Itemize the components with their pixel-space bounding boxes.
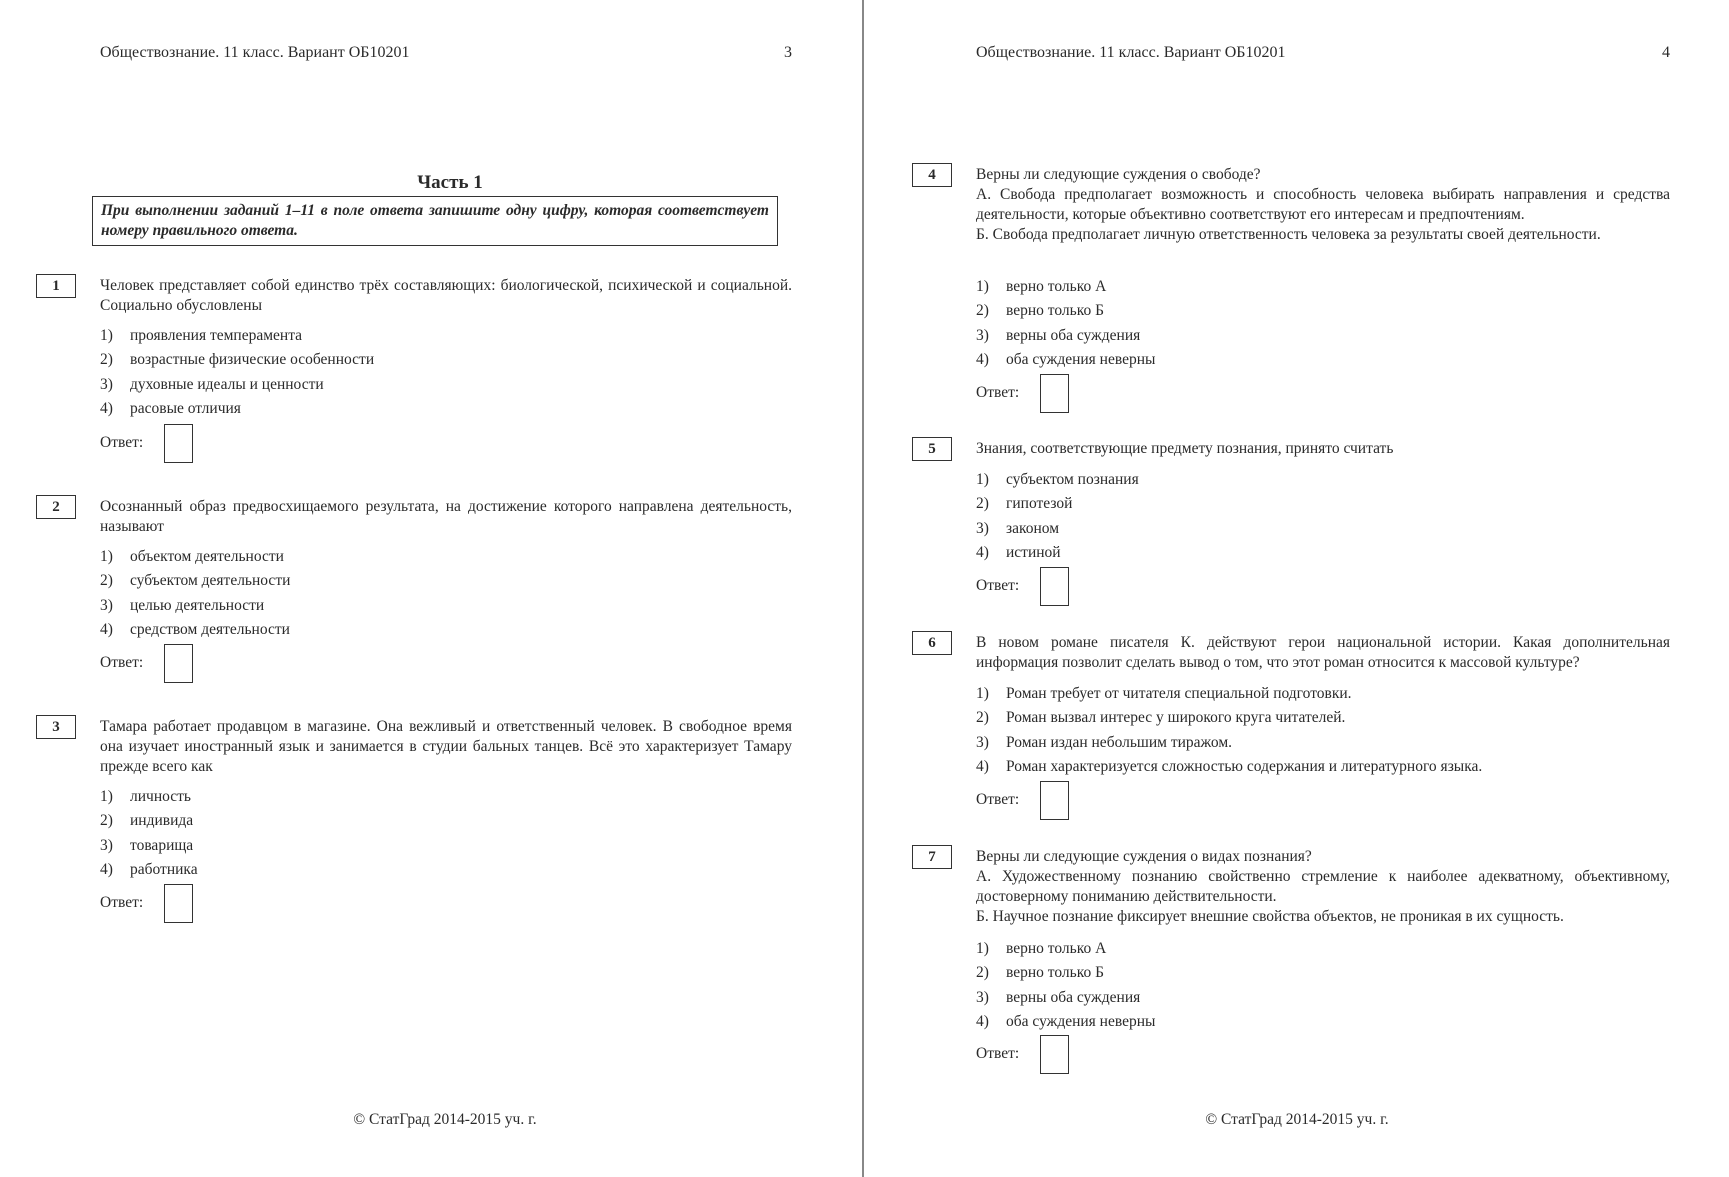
option: 3) целью деятельности (100, 596, 265, 614)
option: 4) оба суждения неверны (976, 350, 1156, 368)
option: 2) гипотезой (976, 495, 1073, 513)
answer-box[interactable] (164, 424, 193, 463)
option: 2) верно только Б (976, 964, 1104, 982)
page-header: Обществознание. 11 класс. Вариант ОБ10201 (976, 44, 1286, 61)
option: 3) законом (976, 519, 1060, 537)
option: 1) верно только А (976, 278, 1107, 295)
option: 4) расовые отличия (100, 399, 241, 417)
answer-box[interactable] (1040, 1035, 1069, 1074)
answer-label: Ответ: (976, 577, 1020, 594)
task-text: Тамара работает продавцом в магазине. Она вежливый и ответственный человек. В свободное время она изучает иностранный язык и занимается в студии бальных танцев. Всё это характеризует Тамару прежде всего как (100, 718, 792, 775)
task-line: А. Художественному познанию свойственно стремление к наиболее адекватному, объективному, достоверному пониманию действительности. (976, 868, 1670, 905)
option: 1) Роман требует от читателя специальной подготовки. (976, 685, 1352, 702)
option: 1) субъектом познания (976, 471, 1139, 488)
answer-box[interactable] (1040, 374, 1069, 413)
answer-label: Ответ: (100, 654, 144, 671)
options-list (976, 277, 1155, 374)
answer-label: Ответ: (100, 434, 144, 451)
task-number: 1 (36, 274, 76, 298)
answer-box[interactable] (1040, 567, 1069, 606)
option: 2) субъектом деятельности (100, 572, 291, 590)
page-number: 4 (1662, 44, 1670, 61)
answer-label: Ответ: (976, 791, 1020, 808)
option: 3) верны оба суждения (976, 988, 1141, 1006)
option: 2) Роман вызвал интерес у широкого круга читателей. (976, 709, 1346, 727)
answer-label: Ответ: (976, 384, 1020, 401)
task-line: Верны ли следующие суждения о свободе? (976, 166, 1261, 183)
options-list (976, 684, 1482, 781)
instruction-box: При выполнении заданий 1–11 в поле ответа запишите одну цифру, которая соответствует номеру правильного ответа. (92, 196, 778, 246)
option: 3) духовные идеалы и ценности (100, 375, 324, 393)
task-text (976, 439, 1670, 459)
option: 1) личность (100, 788, 191, 805)
option: 4) работника (100, 860, 198, 878)
option: 2) возрастные физические особенности (100, 351, 375, 369)
option: 4) оба суждения неверны (976, 1012, 1156, 1030)
task-number: 5 (912, 437, 952, 461)
task-line: Б. Научное познание фиксирует внешние свойства объектов, не проникая в их сущность. (976, 908, 1564, 925)
option: 2) индивида (100, 812, 194, 830)
option: 4) Роман характеризуется сложностью содержания и литературного языка. (976, 757, 1483, 775)
option: 3) товарища (100, 836, 194, 854)
answer-label: Ответ: (100, 894, 144, 911)
answer-label: Ответ: (976, 1045, 1020, 1062)
task-text: Осознанный образ предвосхищаемого результата, на достижение которого направлена деятельность, называют (100, 498, 792, 535)
options-list (976, 470, 1139, 567)
answer-box[interactable] (164, 884, 193, 923)
answer-box[interactable] (164, 644, 193, 683)
page-header: Обществознание. 11 класс. Вариант ОБ10201 (100, 44, 410, 61)
task-number: 4 (912, 163, 952, 187)
page-4 (866, 0, 1729, 1177)
task-line: Знания, соответствующие предмету познания, принято считать (976, 440, 1394, 457)
task-text (976, 165, 1670, 245)
options-list (100, 326, 374, 423)
answer-box[interactable] (1040, 781, 1069, 820)
option: 4) истиной (976, 543, 1061, 561)
task-line: Верны ли следующие суждения о видах познания? (976, 848, 1312, 865)
option: 2) верно только Б (976, 302, 1104, 320)
option: 1) проявления темперамента (100, 327, 303, 344)
task-line: Б. Свобода предполагает личную ответственность человека за результаты своей деятельности. (976, 226, 1601, 243)
task-number: 7 (912, 845, 952, 869)
option: 3) верны оба суждения (976, 326, 1141, 344)
option: 4) средством деятельности (100, 620, 290, 638)
options-list (100, 787, 198, 884)
option: 1) объектом деятельности (100, 548, 284, 565)
task-text (976, 633, 1670, 673)
page-divider (862, 0, 864, 1177)
options-list (100, 547, 290, 644)
part-title: Часть 1 (417, 172, 483, 193)
page-3 (0, 0, 862, 1177)
task-number: 3 (36, 715, 76, 739)
task-number: 6 (912, 631, 952, 655)
task-line: В новом романе писателя К. действуют герои национальной истории. Какая дополнительная информация позволит сделать вывод о том, что этот роман относится к массовой культуре? (976, 634, 1670, 671)
task-text (976, 847, 1670, 927)
task-line: А. Свобода предполагает возможность и способность человека выбирать направления и средства деятельности, которые объективно соответствуют его интересам и предпочтениям. (976, 186, 1670, 223)
page-footer: © СтатГрад 2014-2015 уч. г. (1205, 1111, 1389, 1128)
options-list (976, 939, 1155, 1036)
task-number: 2 (36, 495, 76, 519)
option: 1) верно только А (976, 940, 1107, 957)
page-footer: © СтатГрад 2014-2015 уч. г. (353, 1111, 537, 1128)
page-number: 3 (784, 44, 792, 61)
task-text: Человек представляет собой единство трёх составляющих: биологической, психической и социальной. Социально обусловлены (100, 277, 792, 314)
option: 3) Роман издан небольшим тиражом. (976, 733, 1232, 751)
